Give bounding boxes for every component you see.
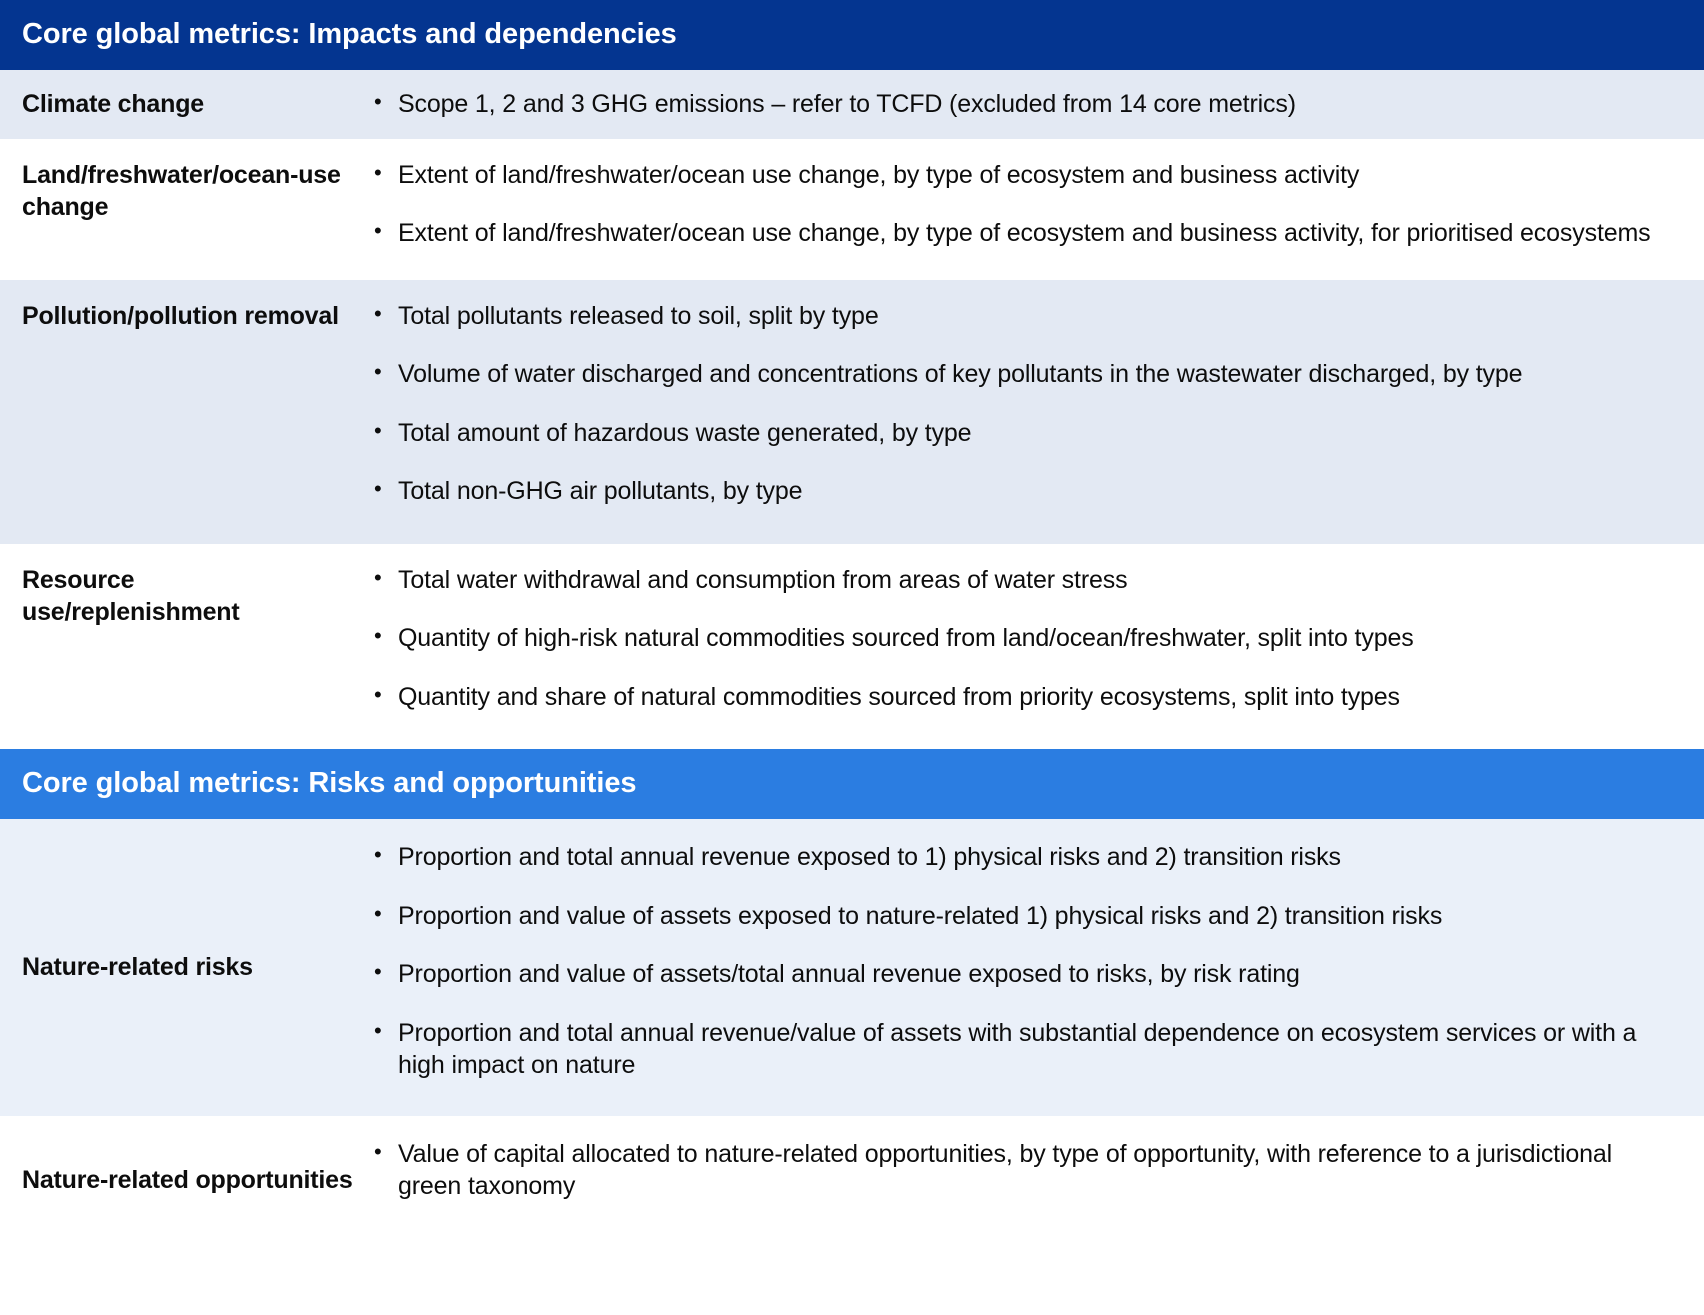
list-item: • Proportion and value of assets exposed to nature-related 1) physical risks and 2) transition risks [370, 900, 1676, 933]
table-row [0, 544, 1704, 750]
row-label-nature-related-risks: Nature-related risks [22, 953, 253, 981]
row-body-pollution-pollution-removal [370, 280, 1704, 544]
table-row [0, 139, 1704, 280]
row-label-pollution-pollution-removal: Pollution/pollution removal [22, 301, 339, 330]
list-item: • Extent of land/freshwater/ocean use change, by type of ecosystem and business activity [370, 159, 1676, 192]
bullet-list [370, 564, 1676, 714]
row-label-land-freshwater-ocean-use-change: Land/freshwater/ocean-use change [22, 160, 341, 221]
list-item: • Total non-GHG air pollutants, by type [370, 475, 1676, 508]
list-item: • Total pollutants released to soil, split by type [370, 300, 1676, 333]
row-body-land-freshwater-ocean-use-change [370, 139, 1704, 280]
list-item: • Proportion and total annual revenue/value of assets with substantial dependence on ecosystem services or with a high impact on nature [370, 1017, 1676, 1082]
section-header-impacts-dependencies: Core global metrics: Impacts and dependencies [0, 0, 1704, 70]
row-body-nature-related-risks [370, 819, 1704, 1116]
row-body-climate-change [370, 70, 1704, 139]
list-item: • Scope 1, 2 and 3 GHG emissions – refer to TCFD (excluded from 14 core metrics) [370, 88, 1676, 121]
row-label-resource-use-replenishment: Resource use/replenishment [22, 565, 240, 626]
row-body-resource-use-replenishment [370, 544, 1704, 750]
list-item: • Proportion and total annual revenue exposed to 1) physical risks and 2) transition risks [370, 841, 1676, 874]
list-item: • Extent of land/freshwater/ocean use change, by type of ecosystem and business activity, for prioritised ecosystems [370, 217, 1676, 250]
row-body-nature-related-opportunities [370, 1116, 1704, 1245]
list-item: • Total water withdrawal and consumption from areas of water stress [370, 564, 1676, 597]
list-item: • Proportion and value of assets/total annual revenue exposed to risks, by risk rating [370, 958, 1676, 991]
table-row [0, 280, 1704, 544]
row-label-nature-related-opportunities: Nature-related opportunities [22, 1165, 353, 1194]
list-item: • Quantity of high-risk natural commodities sourced from land/ocean/freshwater, split into types [370, 622, 1676, 655]
list-item: • Quantity and share of natural commodities sourced from priority ecosystems, split into types [370, 681, 1676, 714]
bullet-list [370, 88, 1676, 121]
bullet-list [370, 300, 1676, 508]
bullet-list [370, 1138, 1676, 1203]
bullet-list [370, 841, 1676, 1082]
row-label-climate-change: Climate change [22, 90, 204, 118]
table-row [0, 70, 1704, 139]
bullet-list [370, 159, 1676, 250]
list-item: • Volume of water discharged and concentrations of key pollutants in the wastewater discharged, by type [370, 358, 1676, 391]
table-row [0, 819, 1704, 1116]
list-item: • Value of capital allocated to nature-related opportunities, by type of opportunity, with reference to a jurisdictional green taxonomy [370, 1138, 1676, 1203]
table-row [0, 1116, 1704, 1245]
list-item: • Total amount of hazardous waste generated, by type [370, 417, 1676, 450]
section-header-risks-opportunities: Core global metrics: Risks and opportunities [0, 749, 1704, 819]
